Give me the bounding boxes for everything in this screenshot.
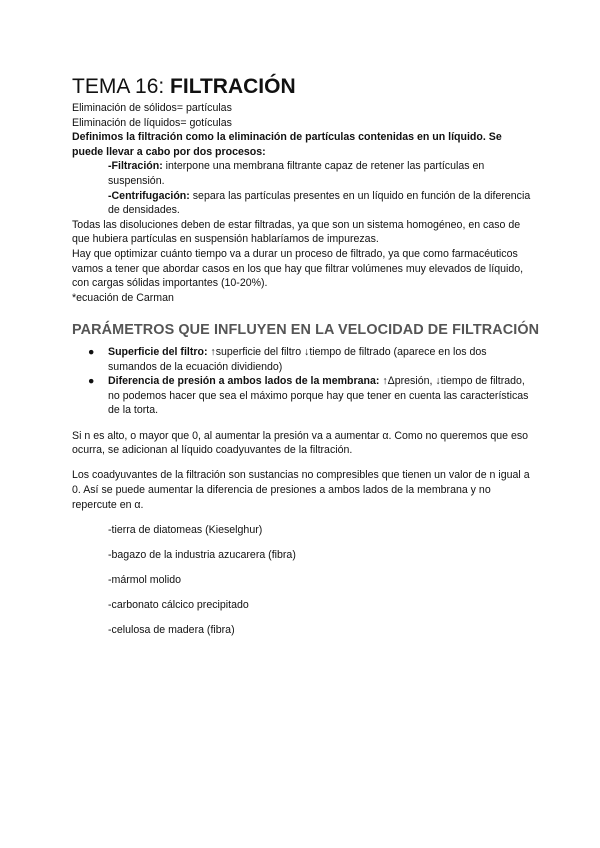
paragraph-carman: *ecuación de Carman — [72, 291, 174, 304]
process-filtration-label: -Filtración: — [108, 160, 163, 173]
bullet-icon: ● — [88, 375, 95, 388]
list-item: -celulosa de madera (fibra) — [108, 624, 235, 637]
parameter-list — [72, 345, 532, 418]
paragraph-coadjuvants: Los coadyuvantes de la filtración son sustancias no compresibles que tienen un valor de n igual a 0. Así se puede aumentar la diferencia de presiones a ambos lados de la membrana y no repercute en α. — [72, 469, 530, 511]
bullet-label: Superficie del filtro: — [108, 346, 208, 358]
process-centrifugation-label: -Centrifugación: — [108, 189, 190, 202]
line-liquids: Eliminación de líquidos= gotículas — [72, 116, 232, 129]
coadjuvant-list — [72, 523, 532, 638]
list-item: -bagazo de la industria azucarera (fibra) — [108, 548, 296, 561]
title-bold: FILTRACIÓN — [170, 75, 296, 98]
list-item: -tierra de diatomeas (Kieselghur) — [108, 523, 263, 536]
bullet-icon: ● — [88, 346, 95, 358]
process-filtration-text: interpone una membrana filtrante capaz de retener las partículas en suspensión. — [108, 160, 485, 187]
section-body — [72, 345, 532, 649]
list-item — [72, 374, 532, 418]
process-filtration — [72, 159, 532, 188]
bullet-text: ↑Δpresión, ↓tiempo de filtrado, no podemos hacer que sea el máximo porque hay que tener en cuenta las características de la torta. — [108, 375, 529, 417]
bullet-text: ↑superficie del filtro ↓tiempo de filtrado (aparece en los dos sumandos de la ecuación dividiendo) — [108, 346, 487, 373]
paragraph-n-value: Si n es alto, o mayor que 0, al aumentar la presión va a aumentar α. Como no queremos que eso ocurra, se adicionan al líquido coadyuvantes de la filtración. — [72, 429, 529, 457]
definition-paragraph: Definimos la filtración como la eliminación de partículas contenidas en un líquido. Se puede llevar a cabo por dos procesos: — [72, 131, 502, 158]
paragraph-solutions: Todas las disoluciones deben de estar filtradas, ya que son un sistema homogéneo, en caso de que hubiera partículas en suspensión hablaríamos de impurezas. — [72, 218, 521, 246]
intro-body — [72, 101, 532, 305]
list-item — [72, 345, 532, 374]
bullet-label: Diferencia de presión a ambos lados de la membrana: — [108, 375, 380, 388]
line-solids: Eliminación de sólidos= partículas — [72, 102, 232, 114]
section-heading: PARÁMETROS QUE INFLUYEN EN LA VELOCIDAD DE FILTRACIÓN — [72, 322, 540, 338]
paragraph-optimize: Hay que optimizar cuánto tiempo va a durar un proceso de filtrado, ya que como farmacéuticos vamos a tener que abordar casos en los que hay que filtrar volúmenes muy elevados de líquido, con cargas sólidas importantes (10-20%). — [72, 247, 524, 290]
list-item: -mármol molido — [108, 574, 181, 587]
title-prefix: TEMA 16: — [72, 75, 171, 98]
list-item: -carbonato cálcico precipitado — [108, 599, 249, 612]
page-title — [72, 74, 296, 100]
process-centrifugation — [72, 189, 532, 218]
process-centrifugation-text: separa las partículas presentes en un líquido en función de la diferencia de densidades. — [108, 189, 531, 217]
